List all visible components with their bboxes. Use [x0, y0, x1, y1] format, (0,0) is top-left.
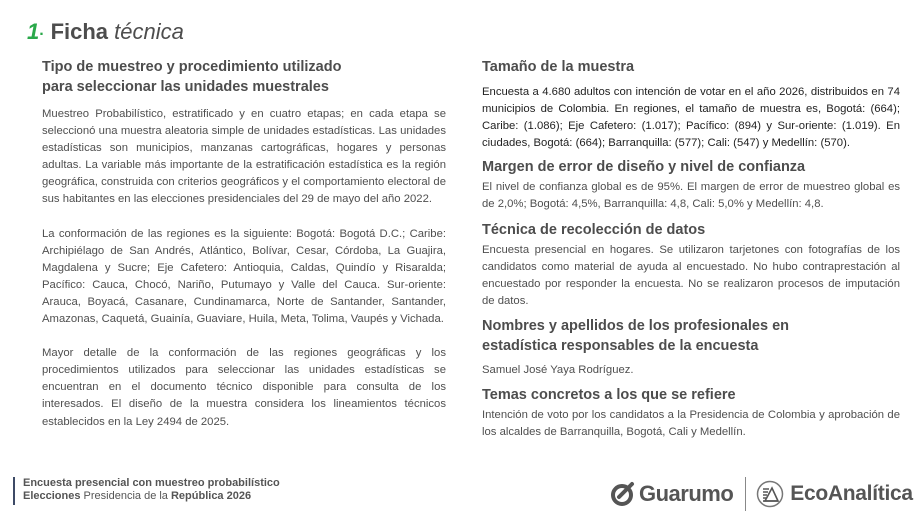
sample-size-heading: Tamaño de la muestra — [482, 59, 635, 75]
sampling-heading-line1: Tipo de muestreo y procedimiento utilizado — [42, 59, 342, 75]
collection-technique-text: Encuesta presencial en hogares. Se utilizaron tarjetones con fotografías de los candidatos como material de ayuda al encuestado. No hubo contraprestación al encuestado por responder la encuesta. No se realizaron procesos de imputación de datos. — [482, 243, 900, 307]
guarumo-icon — [610, 481, 636, 507]
topics-text: Intención de voto por los candidatos a la Presidencia de Colombia y aprobación de los alcaldes de Barranquilla, Bogotá, Cali y Medellín. — [482, 409, 900, 439]
sampling-paragraph-1: Muestreo Probabilístico, estratificado y en cuatro etapas; en cada etapa se seleccionó una muestra aleatoria simple de unidades estadísticas. Las unidades estadísticas son municipios, manzanas cartográficas, hogares y personas adultas. La variable más importante de la estratificación estadística es la región geográfica, construida con criterios geográficos y el comportamiento electoral de sus habitantes en las elecciones presidenciales del 29 de mayo del año 2022. — [42, 108, 446, 206]
guarumo-wordmark: Guarumo — [639, 481, 734, 506]
professionals-text: Samuel José Yaya Rodríguez. — [482, 363, 634, 376]
margin-error-section — [482, 157, 900, 213]
footer-line-1: Encuesta presencial con muestreo probabilístico — [23, 477, 280, 489]
professionals-heading-line2: estadística responsables de la encuesta — [482, 337, 759, 354]
sample-size-text: Encuesta a 4.680 adultos con intención de votar en el año 2026, distribuidos en 74 municipios de Colombia. En regiones, el tamaño de muestra es, Bogotá: (664); Caribe: (1.086); Eje Cafetero: (1.017); Pacífico: (894) y Sur-oriente: (1.019). En ciudades, Bogotá: (664); Barranquilla: (577); Cali: (547) y Medellín: (570). — [482, 86, 900, 150]
professionals-heading — [482, 316, 900, 356]
topics-section — [482, 385, 900, 441]
margin-error-text: El nivel de confianza global es de 95%. El margen de error de muestreo global es de 2,0%; Bogotá: 4,5%, Barranquilla: 4,8, Cali: 5,0% y Medellín: 4,8. — [482, 181, 900, 211]
title-italic: técnica — [114, 19, 184, 44]
margin-error-heading: Margen de error de diseño y nivel de confianza — [482, 159, 806, 176]
ecoanalitica-logo — [756, 480, 912, 508]
regions-paragraph: La conformación de las regiones es la siguiente: Bogotá: Bogotá D.C.; Caribe: Archipiélago de San Andrés, Atlántico, Bolívar, Cesar, Córdoba, La Guajira, Magdalena y Sucre; Eje Cafetero: Antioquia, Caldas, Quindío y Risaralda; Pacífico: Cauca, Chocó, Nariño, Putumayo y Valle del Cauca. Sur-oriente: Arauca, Boyacá, Casanare, Cundinamarca, Norte de Santander, Santander, Amazonas, Caquetá, Guainía, Guaviare, Huila, Meta, Tolima, Vaupés y Vichada. — [42, 227, 446, 326]
ecoanalitica-wordmark: EcoAnalítica — [790, 482, 913, 505]
title-bold: Ficha — [50, 19, 109, 44]
page-title — [27, 18, 184, 49]
footer-caption — [13, 477, 280, 505]
section-number: 1 — [27, 19, 40, 44]
professionals-heading-line1: Nombres y apellidos de los profesionales en — [482, 317, 790, 334]
collection-technique-section — [482, 220, 900, 310]
footer-line-2: Elecciones Presidencia de la República 2026 — [23, 490, 252, 502]
collection-technique-heading: Técnica de recolección de datos — [482, 221, 706, 238]
right-column — [482, 57, 900, 447]
topics-heading: Temas concretos a los que se refiere — [482, 387, 736, 404]
section-dot: · — [39, 26, 45, 43]
guarumo-logo — [610, 481, 733, 507]
sampling-heading-line2: para seleccionar las unidades muestrales — [42, 79, 329, 95]
footer-logos — [610, 474, 913, 514]
left-column — [42, 57, 446, 448]
ecoanalitica-icon — [756, 480, 784, 508]
professionals-section — [482, 316, 900, 379]
details-paragraph: Mayor detalle de la conformación de las regiones geográficas y los procedimientos utilizados para seleccionar las unidades estadísticas se encuentran en el documento técnico disponible para consulta de los interesados. El diseño de la muestra considera los lineamientos técnicos establecidos en la Ley 2494 de 2025. — [42, 347, 446, 428]
sampling-heading — [42, 57, 446, 97]
sample-size-section — [482, 57, 900, 152]
logo-divider — [745, 477, 746, 511]
